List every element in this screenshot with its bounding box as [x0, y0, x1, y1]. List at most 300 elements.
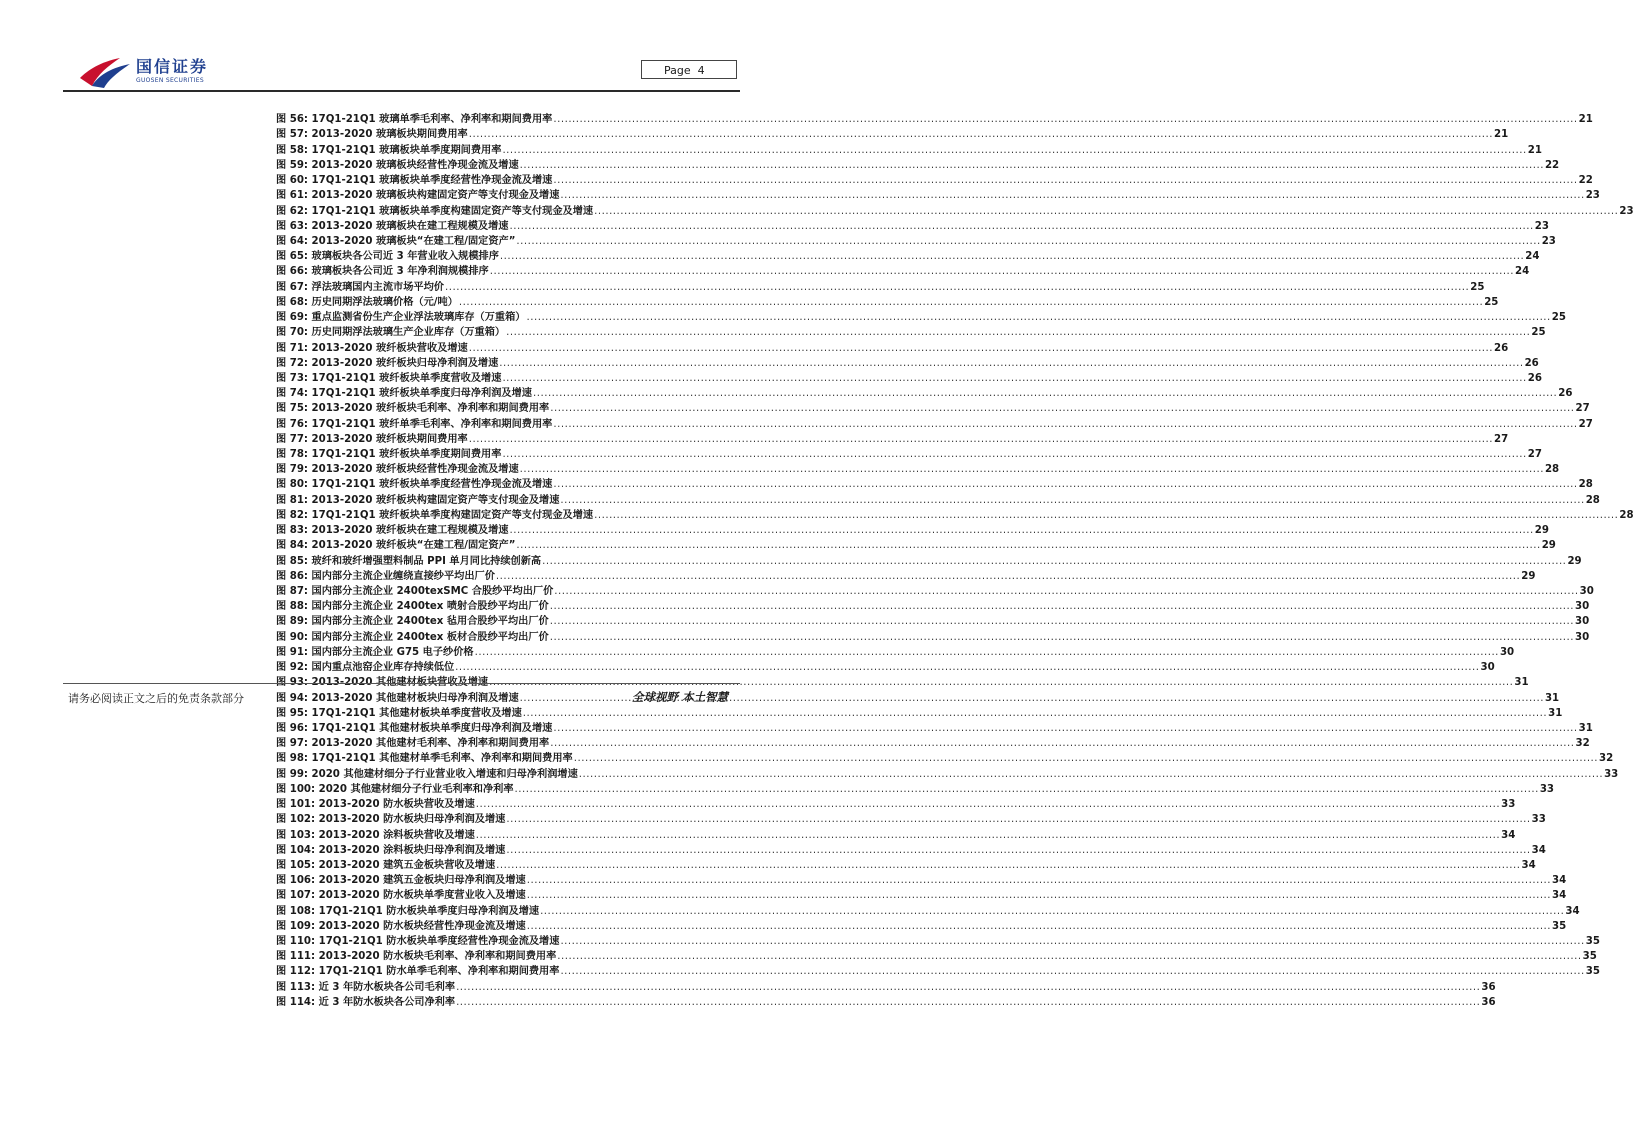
toc-page-number: 29	[1534, 525, 1549, 537]
toc-leader-dots	[532, 388, 1558, 399]
toc-entry[interactable]	[276, 841, 1546, 856]
toc-entry-label	[276, 947, 556, 962]
toc-figure-number: 图 112:	[276, 966, 316, 978]
toc-page-number: 21	[1494, 129, 1509, 141]
toc-entry[interactable]	[276, 384, 1573, 400]
toc-page-number: 22	[1544, 159, 1560, 171]
toc-entry[interactable]	[276, 186, 1600, 202]
toc-figure-title: 2013-2020 防水板块归母净利润及增速	[318, 814, 506, 826]
toc-entry-label	[276, 993, 455, 1008]
toc-figure-number: 图 65:	[276, 251, 308, 263]
toc-figure-number: 图 87:	[276, 586, 308, 597]
toc-figure-title: 17Q1-21Q1 玻纤板块单季度营收及增速	[311, 372, 502, 384]
toc-figure-title: 17Q1-21Q1 玻璃单季毛利率、净利率和期间费用率	[311, 114, 553, 126]
toc-figure-number: 图 91:	[276, 646, 308, 658]
toc-figure-title: 17Q1-21Q1 防水板块单季度归母净利润及增速	[318, 905, 540, 917]
toc-page-number: 23	[1534, 220, 1549, 232]
toc-entry[interactable]	[276, 780, 1555, 795]
toc-figure-number: 图 95:	[276, 707, 308, 719]
toc-entry[interactable]	[276, 460, 1560, 476]
toc-leader-dots	[549, 403, 1575, 414]
toc-page-number: 28	[1578, 479, 1593, 491]
toc-entry[interactable]	[276, 490, 1600, 506]
page-label: Page	[664, 64, 691, 77]
company-logo	[78, 48, 238, 93]
toc-entry-label	[276, 902, 539, 917]
toc-entry[interactable]	[276, 917, 1567, 932]
toc-figure-title: 2013-2020 玻纤板块在建工程规模及增速	[311, 525, 509, 537]
toc-figure-title: 2013-2020 玻纤板块归母净利润及增速	[311, 357, 499, 369]
toc-figure-title: 国内部分主流企业 2400tex 毡用合股纱平均出厂价	[311, 616, 549, 628]
toc-entry[interactable]	[276, 993, 1496, 1008]
toc-figure-number: 图 94:	[276, 692, 308, 704]
toc-entry[interactable]	[276, 323, 1546, 339]
toc-figure-number: 图 97:	[276, 738, 308, 750]
toc-entry[interactable]	[276, 217, 1549, 232]
toc-leader-dots	[552, 419, 1578, 430]
toc-figure-title: 2013-2020 其他建材板块归母净利润及增速	[311, 692, 519, 704]
toc-entry[interactable]	[276, 627, 1590, 643]
toc-leader-dots	[498, 358, 1524, 369]
toc-figure-title: 2013-2020 防水板块营收及增速	[318, 799, 475, 811]
toc-entry-label	[276, 202, 593, 217]
toc-figure-number: 图 68:	[276, 296, 308, 308]
toc-page-number: 27	[1494, 433, 1509, 445]
toc-figure-number: 图 77:	[276, 433, 308, 445]
toc-figure-title: 国内部分主流企业 2400tex 板材合股纱平均出厂价	[311, 631, 549, 643]
logo-chinese-name: 国信证券	[136, 57, 209, 76]
toc-entry[interactable]	[276, 719, 1593, 734]
toc-leader-dots	[475, 830, 1501, 841]
toc-figure-title: 17Q1-21Q1 玻纤板块单季度期间费用率	[311, 449, 502, 461]
toc-leader-dots	[468, 343, 1494, 354]
toc-page-number: 30	[1575, 601, 1590, 613]
toc-entry[interactable]	[276, 704, 1563, 719]
toc-entry-label	[276, 415, 552, 430]
toc-figure-title: 2013-2020 玻纤板块构建固定资产等支付现金及增速	[311, 494, 560, 506]
toc-entry-label	[276, 308, 525, 323]
toc-page-number: 25	[1551, 312, 1566, 324]
toc-entry[interactable]	[276, 156, 1560, 171]
toc-leader-dots	[505, 327, 1531, 338]
footer-slogan: 全球视野 本土智慧	[632, 690, 729, 704]
toc-figure-title: 2013-2020 玻纤板块经营性净现金流及增速	[311, 464, 519, 476]
toc-entry[interactable]	[276, 445, 1542, 461]
toc-figure-title: 17Q1-21Q1 玻纤单季毛利率、净利率和期间费用率	[311, 418, 553, 430]
toc-entry[interactable]	[276, 308, 1566, 324]
toc-page-number: 34	[1552, 875, 1567, 887]
toc-entry[interactable]	[276, 901, 1580, 917]
toc-figure-number: 图 88:	[276, 601, 308, 613]
toc-figure-title: 2013-2020 玻璃板块期间费用率	[311, 129, 468, 141]
toc-figure-number: 图 86:	[276, 570, 308, 582]
toc-figure-number: 图 64:	[276, 235, 308, 247]
toc-entry[interactable]	[276, 277, 1485, 293]
toc-figure-title: 2013-2020 涂料板块归母净利润及增速	[318, 844, 506, 856]
toc-page-number: 33	[1604, 768, 1619, 780]
toc-leader-dots	[489, 266, 1515, 277]
toc-leader-dots	[559, 190, 1585, 201]
toc-page-number: 36	[1481, 981, 1496, 993]
toc-leader-dots	[514, 784, 1540, 795]
toc-figure-number: 图 79:	[276, 464, 308, 476]
toc-figure-title: 2020 其他建材细分子行业毛利率和净利率	[318, 783, 514, 795]
toc-page-number: 33	[1501, 799, 1516, 811]
toc-page-number: 26	[1494, 342, 1509, 354]
toc-entry-label	[276, 734, 549, 749]
toc-leader-dots	[556, 951, 1582, 962]
toc-entry[interactable]	[276, 338, 1509, 354]
toc-leader-dots	[539, 906, 1565, 917]
toc-entry[interactable]	[276, 643, 1515, 658]
toc-page-number: 25	[1470, 281, 1485, 293]
toc-leader-dots	[525, 312, 1551, 323]
toc-entry[interactable]	[276, 414, 1593, 430]
toc-leader-dots	[455, 997, 1481, 1008]
toc-entry[interactable]	[276, 871, 1567, 887]
toc-entry-label	[276, 491, 559, 506]
toc-page-number: 30	[1575, 631, 1590, 643]
toc-entry-label	[276, 689, 519, 704]
toc-entry-label	[276, 932, 559, 947]
toc-figure-number: 图 56:	[276, 114, 308, 126]
toc-entry-label	[276, 247, 499, 262]
toc-entry-label	[276, 110, 552, 125]
toc-page-number: 34	[1501, 829, 1516, 841]
guosen-logo-icon	[78, 50, 132, 90]
toc-figure-title: 近 3 年防水板块各公司净利率	[318, 996, 456, 1008]
toc-entry[interactable]	[276, 293, 1499, 308]
toc-entry-label	[276, 354, 498, 369]
toc-leader-dots	[495, 571, 1521, 582]
toc-figure-title: 2013-2020 玻璃板块经营性净现金流及增速	[311, 159, 519, 171]
toc-entry[interactable]	[276, 764, 1619, 780]
toc-entry[interactable]	[276, 354, 1539, 369]
toc-entry-label	[276, 795, 475, 810]
toc-figure-title: 2020 其他建材细分子行业营业收入增速和归母净利润增速	[311, 768, 578, 780]
toc-entry[interactable]	[276, 262, 1530, 278]
toc-figure-title: 2013-2020 玻璃板块“在建工程/固定资产”	[311, 235, 516, 247]
toc-page-number: 35	[1585, 966, 1600, 978]
toc-leader-dots	[508, 221, 1534, 232]
toc-page-number: 23	[1619, 205, 1634, 217]
toc-figure-title: 近 3 年防水板块各公司毛利率	[318, 981, 456, 993]
toc-leader-dots	[454, 662, 1480, 673]
toc-entry[interactable]	[276, 856, 1536, 871]
toc-entry[interactable]	[276, 612, 1590, 628]
toc-figure-number: 图 69:	[276, 312, 308, 324]
toc-entry[interactable]	[276, 810, 1546, 826]
toc-entry[interactable]	[276, 399, 1590, 415]
toc-entry-label	[276, 704, 522, 719]
toc-entry-label	[276, 628, 549, 643]
toc-entry-label	[276, 856, 495, 871]
toc-figure-number: 图 111:	[276, 951, 316, 963]
toc-entry-label	[276, 567, 495, 582]
toc-entry-label	[276, 369, 501, 384]
toc-figure-title: 17Q1-21Q1 玻璃板块单季度构建固定资产等支付现金及增速	[311, 205, 594, 217]
toc-page-number: 27	[1527, 449, 1542, 461]
toc-leader-dots	[549, 616, 1575, 627]
toc-entry[interactable]	[276, 673, 1529, 689]
toc-figure-title: 国内重点池窑企业库存持续低位	[311, 662, 455, 674]
toc-entry[interactable]	[276, 171, 1593, 187]
toc-figure-number: 图 74:	[276, 388, 308, 400]
toc-entry[interactable]	[276, 932, 1600, 948]
toc-entry[interactable]	[276, 658, 1495, 674]
toc-leader-dots	[552, 175, 1578, 186]
toc-figure-number: 图 113:	[276, 981, 316, 993]
toc-page-number: 28	[1544, 464, 1560, 476]
toc-entry-label	[276, 552, 541, 567]
toc-entry[interactable]	[276, 734, 1590, 750]
toc-figure-title: 重点监测省份生产企业浮法玻璃库存（万重箱）	[311, 312, 526, 324]
toc-entry-label	[276, 232, 515, 247]
footer-disclaimer: 请务必阅读正文之后的免责条款部分	[68, 692, 244, 705]
toc-leader-dots	[549, 738, 1575, 749]
toc-page-number: 32	[1599, 753, 1614, 765]
toc-figure-number: 图 93:	[276, 677, 308, 689]
toc-figure-number: 图 99:	[276, 768, 308, 780]
toc-leader-dots	[501, 373, 1527, 384]
toc-entry-label	[276, 399, 549, 414]
toc-leader-dots	[552, 114, 1578, 125]
toc-figure-title: 17Q1-21Q1 玻璃板块单季度经营性净现金流及增速	[311, 175, 553, 187]
toc-page-number: 35	[1585, 936, 1600, 948]
toc-leader-dots	[553, 586, 1579, 597]
toc-leader-dots	[549, 632, 1575, 643]
toc-figure-number: 图 83:	[276, 525, 308, 537]
toc-entry-label	[276, 826, 475, 841]
toc-page-number: 27	[1575, 403, 1590, 415]
toc-page-number: 31	[1544, 692, 1560, 704]
toc-entry[interactable]	[276, 962, 1600, 978]
toc-leader-dots	[559, 495, 1585, 506]
footer-divider	[63, 683, 740, 684]
toc-entry[interactable]	[276, 369, 1542, 384]
toc-entry-label	[276, 597, 549, 612]
toc-figure-number: 图 98:	[276, 753, 308, 765]
toc-entry-label	[276, 141, 501, 156]
toc-figure-title: 2013-2020 玻璃板块构建固定资产等支付现金及增速	[311, 190, 560, 202]
toc-figure-number: 图 104:	[276, 844, 316, 856]
toc-entry[interactable]	[276, 947, 1597, 963]
toc-page-number: 26	[1524, 357, 1539, 369]
toc-figure-title: 2013-2020 玻纤板块“在建工程/固定资产”	[311, 540, 516, 552]
toc-figure-title: 17Q1-21Q1 玻纤板块单季度经营性净现金流及增速	[311, 479, 553, 491]
toc-leader-dots	[501, 145, 1527, 156]
toc-figure-number: 图 82:	[276, 509, 308, 521]
toc-leader-dots	[526, 921, 1552, 932]
toc-page-number: 23	[1541, 235, 1556, 247]
toc-figure-number: 图 109:	[276, 920, 316, 932]
toc-figure-number: 图 72:	[276, 357, 308, 369]
toc-entry[interactable]	[276, 886, 1567, 902]
toc-figure-title: 2013-2020 玻纤板块营收及增速	[311, 342, 468, 354]
toc-entry-label	[276, 445, 501, 460]
toc-page-number: 35	[1552, 920, 1567, 932]
toc-figure-title: 2013-2020 防水板块单季度营业收入及增速	[318, 890, 526, 902]
toc-leader-dots	[508, 525, 1534, 536]
toc-page-number: 24	[1515, 266, 1530, 278]
toc-figure-number: 图 110:	[276, 936, 316, 948]
toc-entry-label	[276, 293, 458, 308]
toc-page-number: 26	[1558, 388, 1573, 400]
toc-entry-label	[276, 810, 505, 825]
toc-entry-label	[276, 186, 559, 201]
toc-entry-label	[276, 125, 468, 140]
toc-figure-title: 玻纤和玻纤增强塑料制品 PPI 单月同比持续创新高	[311, 555, 542, 567]
toc-page-number: 34	[1531, 844, 1546, 856]
toc-figure-number: 图 59:	[276, 159, 308, 171]
toc-entry[interactable]	[276, 567, 1536, 582]
toc-leader-dots	[505, 845, 1531, 856]
toc-leader-dots	[455, 982, 1481, 993]
toc-leader-dots	[495, 860, 1521, 871]
toc-entry[interactable]	[276, 247, 1540, 263]
toc-entry-label	[276, 156, 519, 171]
toc-leader-dots	[552, 723, 1578, 734]
toc-entry[interactable]	[276, 795, 1516, 811]
toc-figure-title: 17Q1-21Q1 其他建材板块单季度营收及增速	[311, 707, 522, 719]
toc-leader-dots	[526, 890, 1552, 901]
toc-page-number: 33	[1531, 814, 1546, 826]
toc-page-number: 34	[1552, 890, 1567, 902]
toc-figure-number: 图 61:	[276, 190, 308, 202]
toc-entry-label	[276, 673, 488, 688]
toc-entry[interactable]	[276, 536, 1556, 552]
toc-page-number: 28	[1585, 494, 1600, 506]
toc-figure-number: 图 108:	[276, 905, 316, 917]
toc-figure-number: 图 96:	[276, 722, 308, 734]
header-divider	[63, 90, 740, 92]
toc-figure-number: 图 73:	[276, 372, 308, 384]
toc-page-number: 30	[1575, 616, 1590, 628]
toc-figure-title: 2013-2020 防水板块毛利率、净利率和期间费用率	[318, 951, 557, 963]
toc-entry[interactable]	[276, 597, 1590, 613]
toc-figure-number: 图 57:	[276, 129, 308, 141]
toc-figure-title: 2013-2020 玻纤板块期间费用率	[311, 433, 468, 445]
toc-figure-title: 国内部分主流企业 2400tex 喷射合股纱平均出厂价	[311, 601, 549, 613]
toc-entry-label	[276, 719, 552, 734]
toc-entry-label	[276, 917, 526, 932]
toc-page-number: 31	[1578, 722, 1593, 734]
toc-entry-label	[276, 171, 552, 186]
toc-figure-number: 图 78:	[276, 449, 308, 461]
toc-leader-dots	[526, 875, 1552, 886]
toc-figure-title: 17Q1-21Q1 玻纤板块单季度归母净利润及增速	[311, 388, 532, 400]
toc-entry[interactable]	[276, 551, 1582, 567]
toc-entry-label	[276, 841, 505, 856]
toc-page-number: 30	[1499, 646, 1515, 658]
toc-figure-title: 玻璃板块各公司近 3 年净利润规模排序	[311, 266, 489, 278]
toc-entry-label	[276, 521, 508, 536]
toc-entry-label	[276, 506, 593, 521]
toc-figure-title: 国内部分主流企业缠绕直接纱平均出厂价	[311, 570, 495, 582]
toc-figure-number: 图 107:	[276, 890, 316, 902]
toc-figure-number: 图 102:	[276, 814, 316, 826]
toc-page-number: 24	[1525, 251, 1540, 263]
toc-entry[interactable]	[276, 475, 1593, 491]
toc-leader-dots	[573, 753, 1599, 764]
toc-leader-dots	[499, 251, 1525, 262]
toc-leader-dots	[475, 799, 1501, 810]
toc-entry[interactable]	[276, 582, 1594, 597]
toc-figure-title: 国内部分主流企业 G75 电子纱价格	[311, 646, 474, 658]
toc-page-number: 30	[1579, 586, 1594, 597]
toc-figure-title: 2013-2020 其他建材板块营收及增速	[311, 677, 489, 689]
toc-figure-number: 图 63:	[276, 220, 308, 232]
logo-english-name: GUOSEN SECURITIES	[136, 77, 205, 84]
toc-page-number: 21	[1527, 144, 1542, 156]
toc-entry-label	[276, 643, 474, 658]
toc-figure-number: 图 66:	[276, 266, 308, 278]
toc-entry[interactable]	[276, 125, 1509, 141]
toc-leader-dots	[593, 510, 1619, 521]
toc-entry[interactable]	[276, 506, 1634, 521]
toc-figure-title: 2013-2020 建筑五金板块营收及增速	[318, 859, 496, 871]
toc-figure-number: 图 101:	[276, 799, 316, 811]
toc-entry-label	[276, 962, 559, 977]
toc-leader-dots	[578, 769, 1604, 780]
toc-figure-number: 图 67:	[276, 281, 308, 293]
toc-entry-label	[276, 278, 444, 293]
toc-page-number: 27	[1578, 418, 1593, 430]
toc-figure-number: 图 103:	[276, 829, 316, 841]
toc-page-number: 36	[1481, 996, 1496, 1008]
toc-page-number: 21	[1578, 114, 1593, 126]
toc-entry-label	[276, 749, 573, 764]
toc-entry-label	[276, 658, 454, 673]
toc-entry[interactable]	[276, 201, 1634, 217]
toc-entry[interactable]	[276, 110, 1593, 126]
toc-page-number: 29	[1567, 555, 1582, 567]
toc-page-number: 22	[1578, 175, 1593, 187]
toc-page-number: 34	[1521, 859, 1536, 871]
toc-leader-dots	[515, 236, 1541, 247]
toc-figure-number: 图 60:	[276, 175, 308, 187]
toc-leader-dots	[468, 129, 1494, 140]
toc-page-number: 29	[1521, 570, 1536, 582]
toc-figure-number: 图 85:	[276, 555, 308, 567]
toc-leader-dots	[501, 449, 1527, 460]
toc-entry[interactable]	[276, 140, 1542, 156]
toc-figure-title: 2013-2020 玻纤板块毛利率、净利率和期间费用率	[311, 403, 550, 415]
toc-entry[interactable]	[276, 232, 1556, 247]
toc-page-number: 23	[1585, 190, 1600, 202]
toc-page-number: 34	[1565, 905, 1580, 917]
toc-page-number: 31	[1514, 677, 1529, 689]
toc-entry-label	[276, 536, 515, 551]
toc-figure-title: 历史同期浮法玻璃生产企业库存（万重箱）	[311, 327, 506, 339]
toc-entry[interactable]	[276, 825, 1516, 841]
toc-leader-dots	[552, 479, 1578, 490]
toc-entry-label	[276, 765, 578, 780]
toc-figure-title: 2013-2020 涂料板块营收及增速	[318, 829, 475, 841]
toc-entry[interactable]	[276, 977, 1496, 993]
toc-entry[interactable]	[276, 521, 1549, 537]
toc-figure-title: 17Q1-21Q1 玻纤板块单季度构建固定资产等支付现金及增速	[311, 509, 594, 521]
toc-figure-number: 图 71:	[276, 342, 308, 354]
toc-figure-number: 图 70:	[276, 327, 308, 339]
toc-figure-number: 图 62:	[276, 205, 308, 217]
toc-entry[interactable]	[276, 749, 1614, 765]
toc-entry[interactable]	[276, 430, 1509, 445]
toc-figure-title: 17Q1-21Q1 防水板块单季度经营性净现金流及增速	[318, 936, 560, 948]
toc-figure-number: 图 84:	[276, 540, 308, 552]
toc-figure-number: 图 89:	[276, 616, 308, 628]
toc-figure-number: 图 81:	[276, 494, 308, 506]
